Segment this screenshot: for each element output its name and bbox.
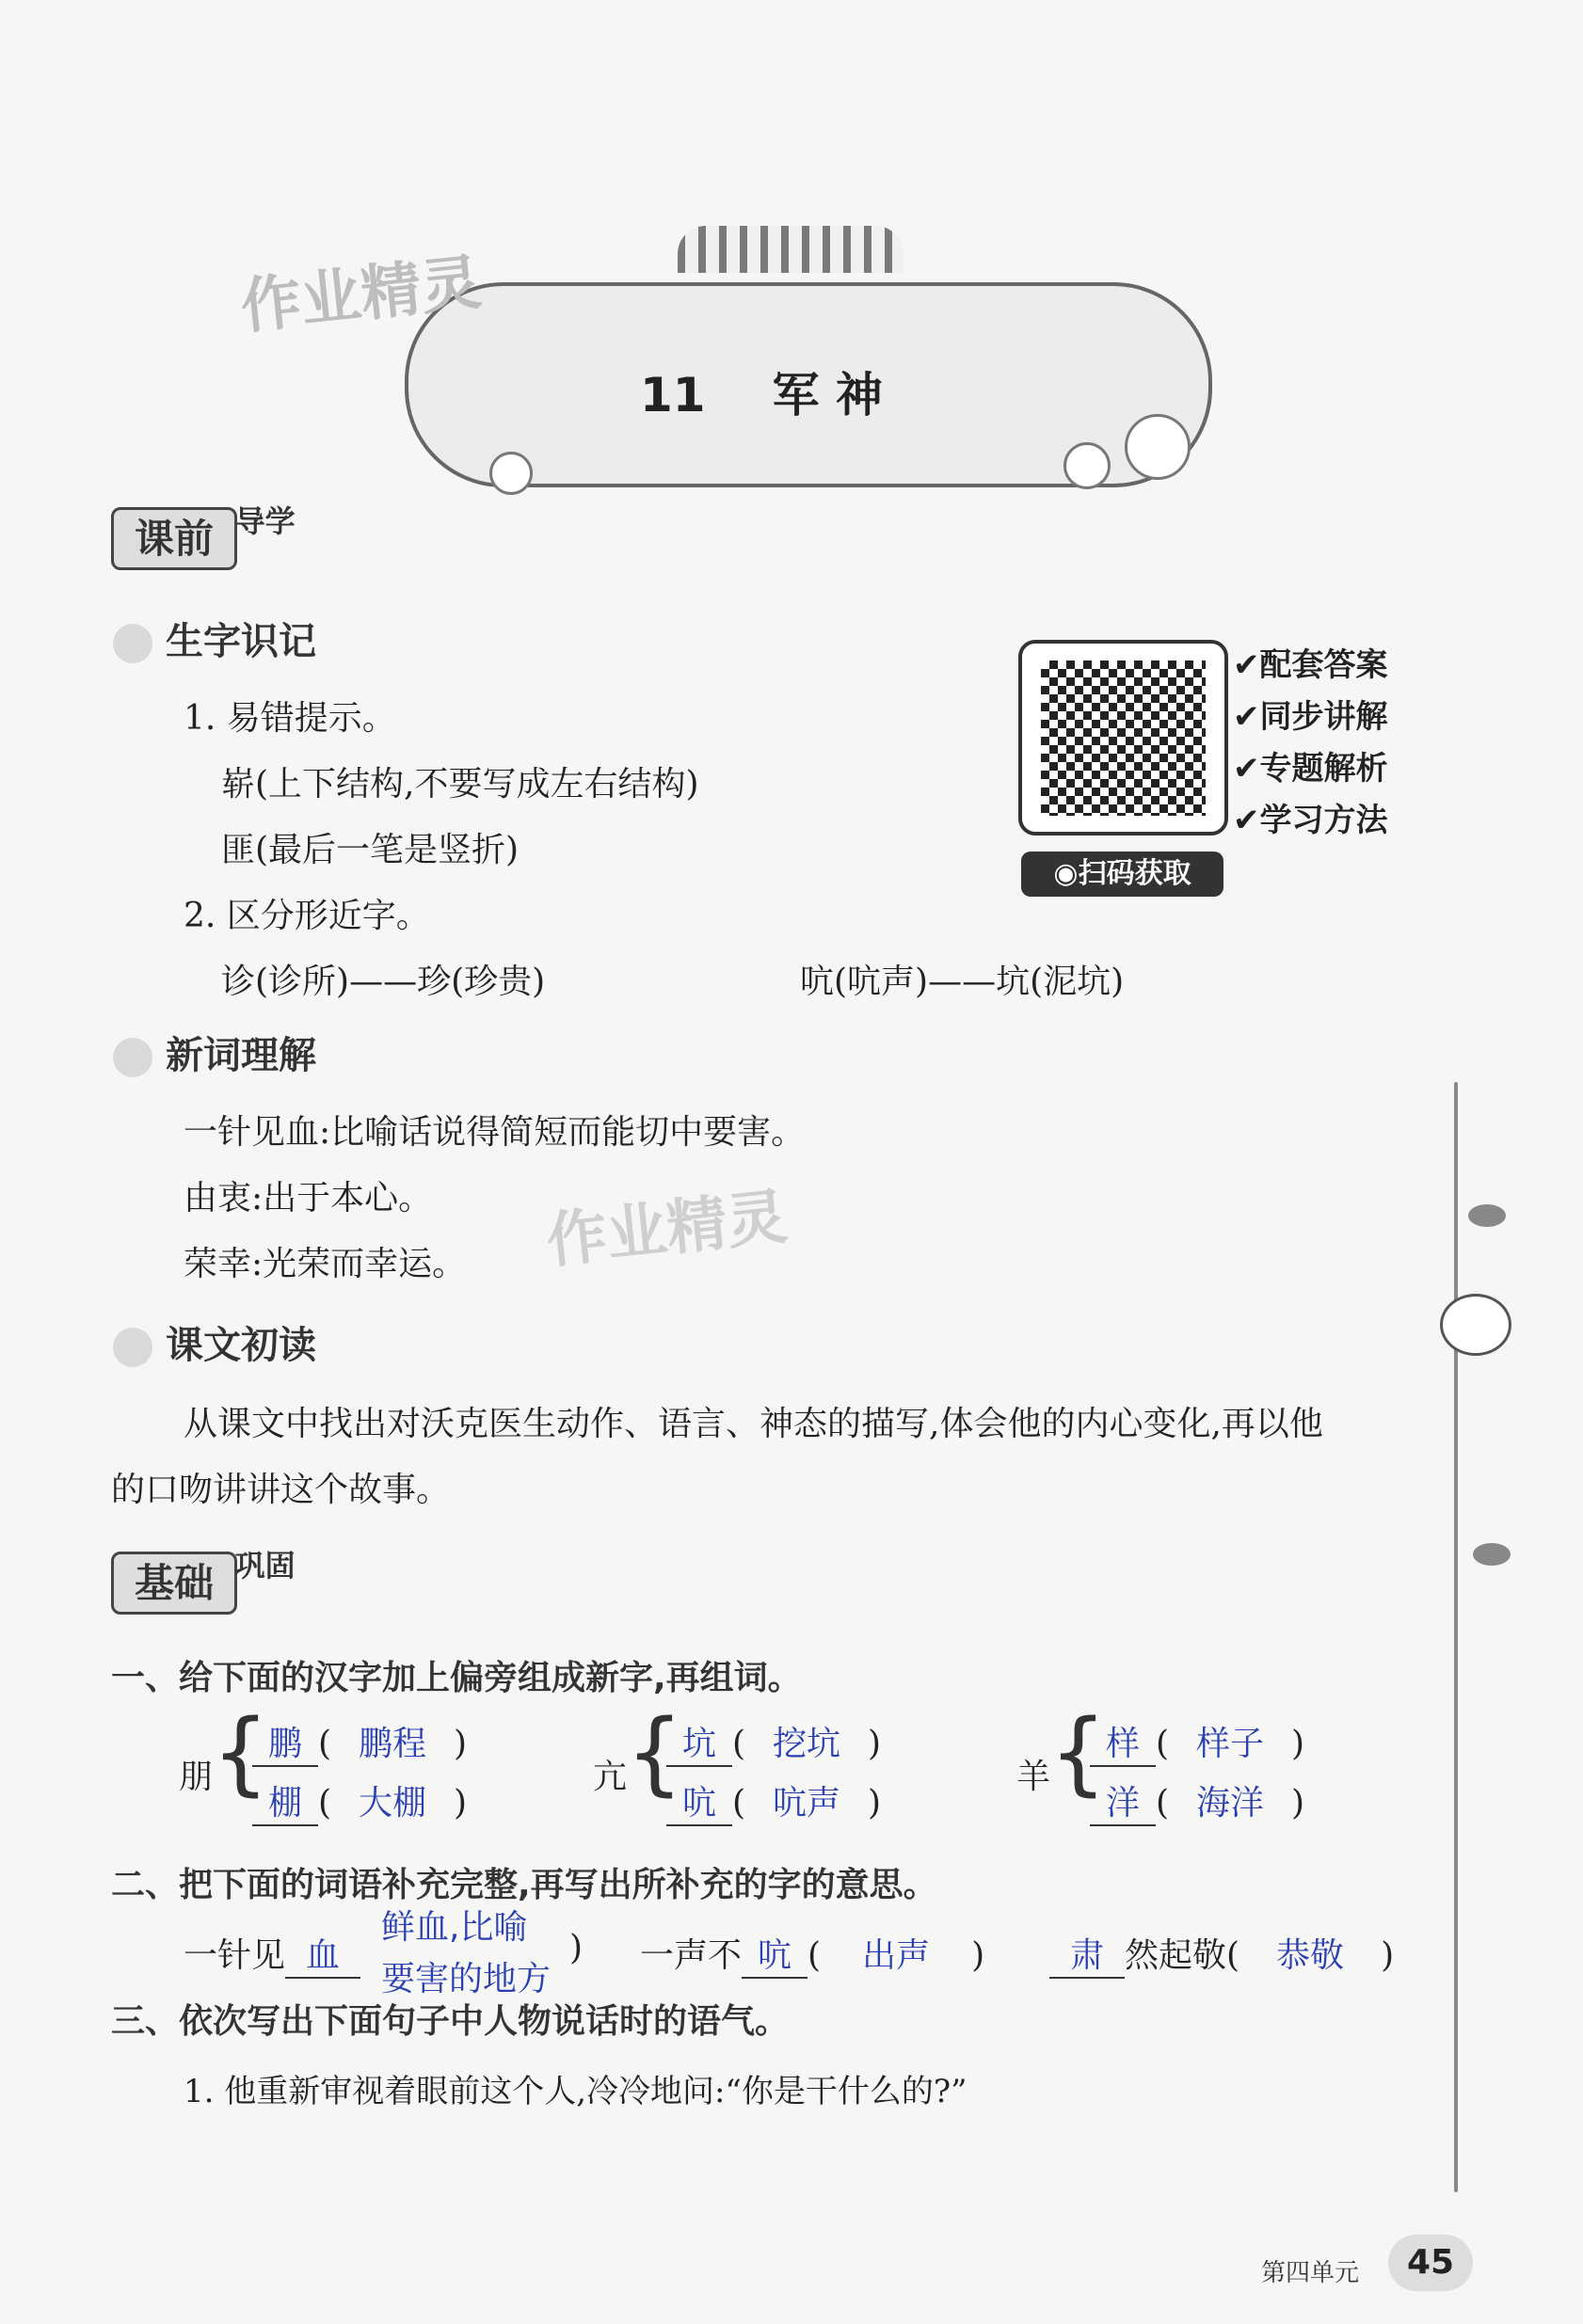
subsection-heading: 新词理解 — [113, 1026, 316, 1079]
qr-feature-list — [1233, 640, 1388, 847]
answer-char: 样 — [1090, 1717, 1156, 1767]
answer-meaning: 恭敬 — [1276, 1936, 1345, 1975]
brace: { — [1049, 1700, 1108, 1806]
text-line: 诊(诊所)——珍(珍贵) — [221, 963, 546, 1001]
text-line: 荣幸:光荣而幸运。 — [184, 1245, 467, 1283]
answer-char: 鹏 — [252, 1717, 318, 1767]
vine-decoration — [1454, 1082, 1458, 2192]
flower-decoration-icon — [489, 452, 533, 495]
answer-row: 鹏 ( 鹏程 ) — [252, 1717, 467, 1767]
footer-unit: 第四单元 — [1261, 2259, 1360, 2287]
answer-word: 海洋 — [1196, 1784, 1265, 1823]
text-line: 吭(吭声)——坑(泥坑) — [800, 963, 1125, 1001]
leaf-icon — [113, 1328, 152, 1367]
text-line: 1. 易错提示。 — [184, 699, 396, 738]
answer-word: 吭声 — [773, 1784, 841, 1823]
answer-char: 吭 — [666, 1776, 732, 1826]
answer-word: 鹏程 — [359, 1725, 427, 1763]
section-tab-main: 课前 — [111, 507, 237, 570]
answer-char: 血 — [285, 1929, 360, 1979]
flower-decoration-icon — [1125, 414, 1191, 480]
answer-char: 洋 — [1090, 1776, 1156, 1826]
subsection-heading: 课文初读 — [113, 1315, 316, 1369]
piano-keys-decoration — [678, 226, 903, 273]
answer-row: 样 ( 样子 ) — [1090, 1717, 1304, 1767]
base-char: 朋 — [179, 1758, 214, 1796]
lesson-name: 军 神 — [772, 368, 883, 422]
page-title — [640, 358, 883, 425]
text-line: 2. 区分形近字。 — [184, 897, 430, 935]
text-line: 崭(上下结构,不要写成左右结构) — [221, 765, 699, 804]
bird-icon — [1440, 1294, 1511, 1356]
qr-feature-item: ✔学习方法 — [1233, 802, 1388, 839]
section-tab-small: 巩固 — [234, 1548, 296, 1584]
answer-word: 大棚 — [359, 1784, 427, 1823]
scan-button[interactable]: ◉扫码获取 — [1021, 852, 1223, 897]
qr-feature-item: ✔同步讲解 — [1233, 698, 1388, 736]
answer-meaning: 出声 — [862, 1936, 931, 1975]
answer-char: 肃 — [1049, 1929, 1125, 1979]
check-icon: ✔ — [1233, 646, 1260, 684]
leaf-icon — [113, 1038, 152, 1077]
leaf-decoration-icon — [1473, 1543, 1511, 1566]
page-number: 45 — [1388, 2235, 1473, 2291]
section-tab-main: 基础 — [111, 1552, 237, 1615]
answer-row: 一声不 吭 ( 出声 ) — [640, 1929, 984, 1979]
base-char: 羊 — [1016, 1758, 1051, 1796]
check-icon: ✔ — [1233, 698, 1260, 736]
answer-row: 坑 ( 挖坑 ) — [666, 1717, 881, 1767]
section-tab-basics — [111, 1548, 303, 1609]
qr-code-frame[interactable] — [1018, 640, 1228, 836]
answer-row: 一针见 血 — [184, 1929, 360, 1979]
answer-row: 棚 ( 大棚 ) — [252, 1776, 467, 1826]
answer-meaning: 要害的地方 — [381, 1960, 552, 1998]
subsection-heading: 生字识记 — [113, 612, 316, 665]
answer-meaning: 鲜血,比喻 — [381, 1908, 528, 1947]
answer-row: 吭 ( 吭声 ) — [666, 1776, 881, 1826]
section-tab-preview — [111, 503, 303, 565]
answer-row: 肃 然起敬( 恭敬 ) — [1049, 1929, 1394, 1979]
text-line: 一针见血:比喻话说得简短而能切中要害。 — [184, 1113, 806, 1152]
question-title: 二、把下面的词语补充完整,再写出所补充的字的意思。 — [111, 1866, 937, 1904]
check-icon: ✔ — [1233, 750, 1260, 788]
brace: { — [626, 1700, 684, 1806]
answer-char: 棚 — [252, 1776, 318, 1826]
leaf-decoration-icon — [1468, 1204, 1506, 1227]
base-char: 亢 — [593, 1758, 628, 1796]
text-line: 的口吻讲讲这个故事。 — [111, 1471, 451, 1509]
lesson-number: 11 — [640, 368, 706, 422]
text-line: 由衷:出于本心。 — [184, 1179, 433, 1218]
qr-feature-item: ✔专题解析 — [1233, 750, 1388, 788]
text-line: 从课文中找出对沃克医生动作、语言、神态的描写,体会他的内心变化,再以他 — [184, 1405, 1323, 1443]
leaf-icon — [113, 624, 152, 663]
text-line: 1. 他重新审视着眼前这个人,冷冷地问:“你是干什么的?” — [184, 2073, 967, 2110]
watermark: 作业精灵 — [543, 1182, 791, 1278]
answer-char: 吭 — [742, 1929, 807, 1979]
flower-decoration-icon — [1063, 442, 1111, 489]
qr-code-icon — [1041, 661, 1206, 816]
text-line: 匪(最后一笔是竖折) — [221, 831, 520, 869]
qr-feature-item: ✔配套答案 — [1233, 646, 1388, 684]
answer-word: 样子 — [1196, 1725, 1265, 1763]
brace: { — [212, 1700, 270, 1806]
watermark: 作业精灵 — [237, 247, 485, 343]
section-tab-small: 导学 — [234, 503, 296, 539]
answer-row: 洋 ( 海洋 ) — [1090, 1776, 1304, 1826]
answer-char: 坑 — [666, 1717, 732, 1767]
question-title: 一、给下面的汉字加上偏旁组成新字,再组词。 — [111, 1659, 802, 1697]
eye-icon: ◉ — [1053, 857, 1079, 890]
paren: ) — [569, 1929, 584, 1967]
check-icon: ✔ — [1233, 802, 1260, 839]
answer-word: 挖坑 — [773, 1725, 841, 1763]
question-title: 三、依次写出下面句子中人物说话时的语气。 — [111, 2002, 790, 2041]
